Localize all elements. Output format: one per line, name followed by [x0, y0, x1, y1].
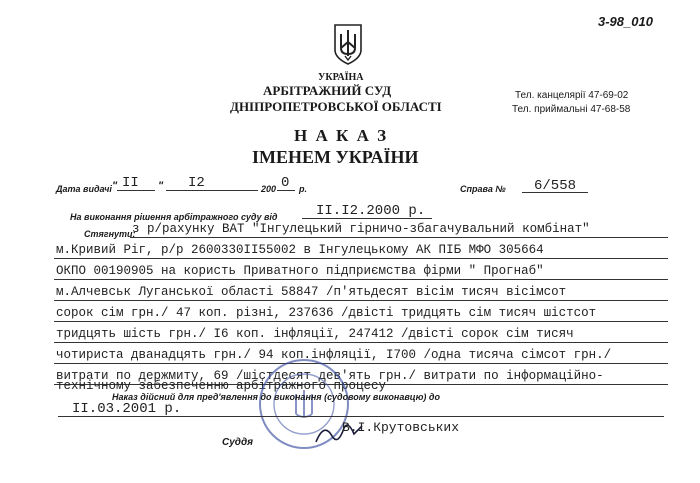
trident-emblem-icon	[332, 22, 364, 66]
collect-line: чотириста дванадцять грн./ 94 коп.інфляції, I700 /одна тисяча сімсот грн./	[56, 348, 612, 362]
issue-year-suffix: 0	[281, 175, 290, 191]
collect-line: м.Кривий Ріг, р/р 2600330II55002 в Інгулецькому АК ПІБ МФО 305664	[56, 243, 544, 257]
issue-date-label: Дата видачі	[56, 184, 112, 194]
issue-year-unit: р.	[299, 184, 307, 194]
issue-year-prefix: 200	[261, 184, 277, 194]
document-title: Н А К А З	[294, 126, 389, 145]
collect-line: сорок сім грн./ 47 коп. різні, 237636 /двісті тридцять сім тисяч шістсот	[56, 306, 597, 320]
issue-month: I2	[188, 175, 205, 191]
collect-line: м.Алчевськ Луганської області 58847 /п'ятьдесят вісім тисяч вісімсот	[56, 285, 567, 299]
judge-label: Суддя	[222, 437, 254, 448]
collect-line: з р/рахунку ВАТ "Інгулецький гірничо-збагачувальний комбінат"	[132, 222, 590, 236]
case-number-label: Справа №	[460, 184, 506, 194]
validity-date: II.03.2001 р.	[72, 401, 182, 417]
issue-day: II	[122, 175, 139, 191]
decision-date: II.I2.2000 р.	[316, 203, 426, 219]
case-number: 6/558	[534, 178, 577, 194]
validity-label: Наказ дійсний для пред'явлення до виконання (судовому виконавцю) до	[112, 392, 440, 402]
phone-reception: Тел. приймальні 47-68-58	[512, 104, 631, 115]
collect-line: ОКПО 00190905 на користь Приватного підприємства фірми " Прогнаб"	[56, 264, 544, 278]
header-court: АРБІТРАЖНИЙ СУД	[263, 83, 392, 98]
header-region: ДНІПРОПЕТРОВСЬКОЇ ОБЛАСТІ	[230, 99, 442, 114]
document-code: 3-98_010	[598, 14, 653, 29]
header-country: УКРАЇНА	[318, 72, 364, 83]
document-subtitle: ІМЕНЕМ УКРАЇНИ	[252, 147, 419, 167]
collect-line: витрати по держмиту, 69 /шістдесят дев'ять грн./ витрати по інформаційно-	[56, 369, 604, 383]
phone-office: Тел. канцелярії 47-69-02	[515, 90, 629, 101]
judge-name: В.І.Крутовських	[342, 420, 460, 435]
collect-line: тридцять шість грн./ I6 коп. інфляції, 247412 /двісті сорок сім тисяч	[56, 327, 574, 341]
execution-label: На виконання рішення арбітражного суду від	[70, 212, 278, 222]
collect-label: Стягнути:	[84, 229, 136, 239]
collect-line: технічному забезпеченню арбітражного процесу	[56, 379, 387, 393]
